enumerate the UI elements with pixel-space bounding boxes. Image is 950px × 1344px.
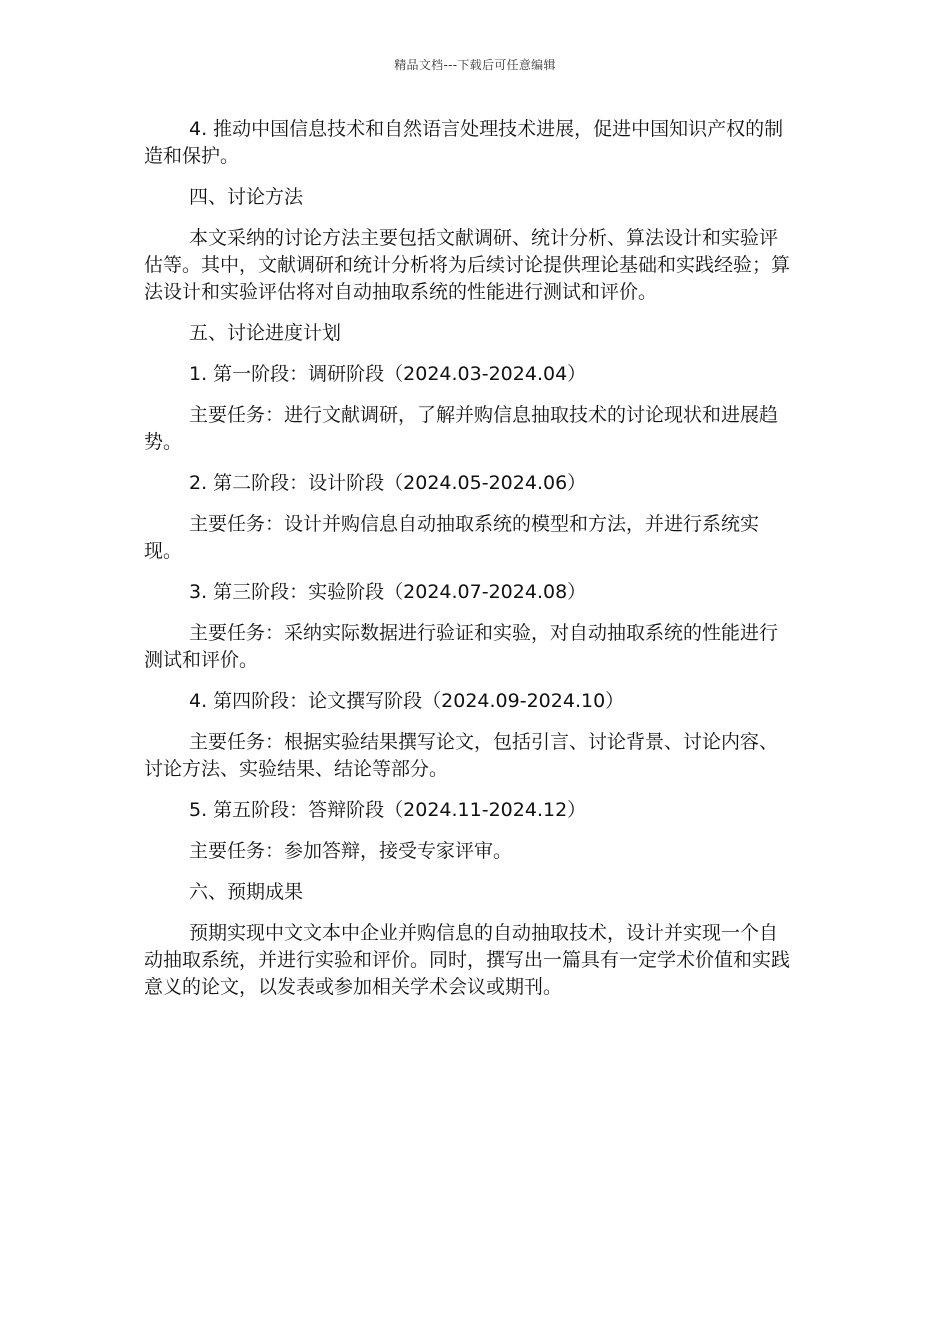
phase-3-title: 3. 第三阶段：实验阶段（2024.07-2024.08） [189,581,587,603]
paragraph-goal-4: 4. 推动中国信息技术和自然语言处理技术进展，促进中国知识产权的制造和保护。 [144,118,784,167]
paragraph-methods: 本文采纳的讨论方法主要包括文献调研、统计分析、算法设计和实验评估等。其中，文献调研和统计分析将为后续讨论提供理论基础和实践经验；算法设计和实验评估将对自动抽取系统的性能进行测试和评价。 [144,227,791,303]
phase-2-task: 主要任务：设计并购信息自动抽取系统的模型和方法，并进行系统实现。 [144,513,760,562]
phase-3-task: 主要任务：采纳实际数据进行验证和实验，对自动抽取系统的性能进行测试和评价。 [144,622,779,671]
phase-2-title: 2. 第二阶段：设计阶段（2024.05-2024.06） [189,472,587,494]
phase-1-title: 1. 第一阶段：调研阶段（2024.03-2024.04） [189,363,587,385]
phase-4-task: 主要任务：根据实验结果撰写论文，包括引言、讨论背景、讨论内容、讨论方法、实验结果、结论等部分。 [144,731,779,780]
phase-5-task: 主要任务：参加答辩，接受专家评审。 [189,840,513,862]
section-heading-expected-results: 六、预期成果 [189,881,304,903]
paragraph-expected-results: 预期实现中文文本中企业并购信息的自动抽取技术，设计并实现一个自动抽取系统，并进行实验和评价。同时，撰写出一篇具有一定学术价值和实践意义的论文，以发表或参加相关学术会议或期刊。 [144,922,791,998]
section-heading-schedule: 五、讨论进度计划 [189,322,342,344]
phase-5-title: 5. 第五阶段：答辩阶段（2024.11-2024.12） [189,799,587,821]
phase-4-title: 4. 第四阶段：论文撰写阶段（2024.09-2024.10） [189,690,625,712]
page-header: 精品文档---下载后可任意编辑 [394,58,556,72]
phase-1-task: 主要任务：进行文献调研，了解并购信息抽取技术的讨论现状和进展趋势。 [144,404,779,453]
document-body [144,116,796,1015]
section-heading-research-methods: 四、讨论方法 [189,186,304,208]
